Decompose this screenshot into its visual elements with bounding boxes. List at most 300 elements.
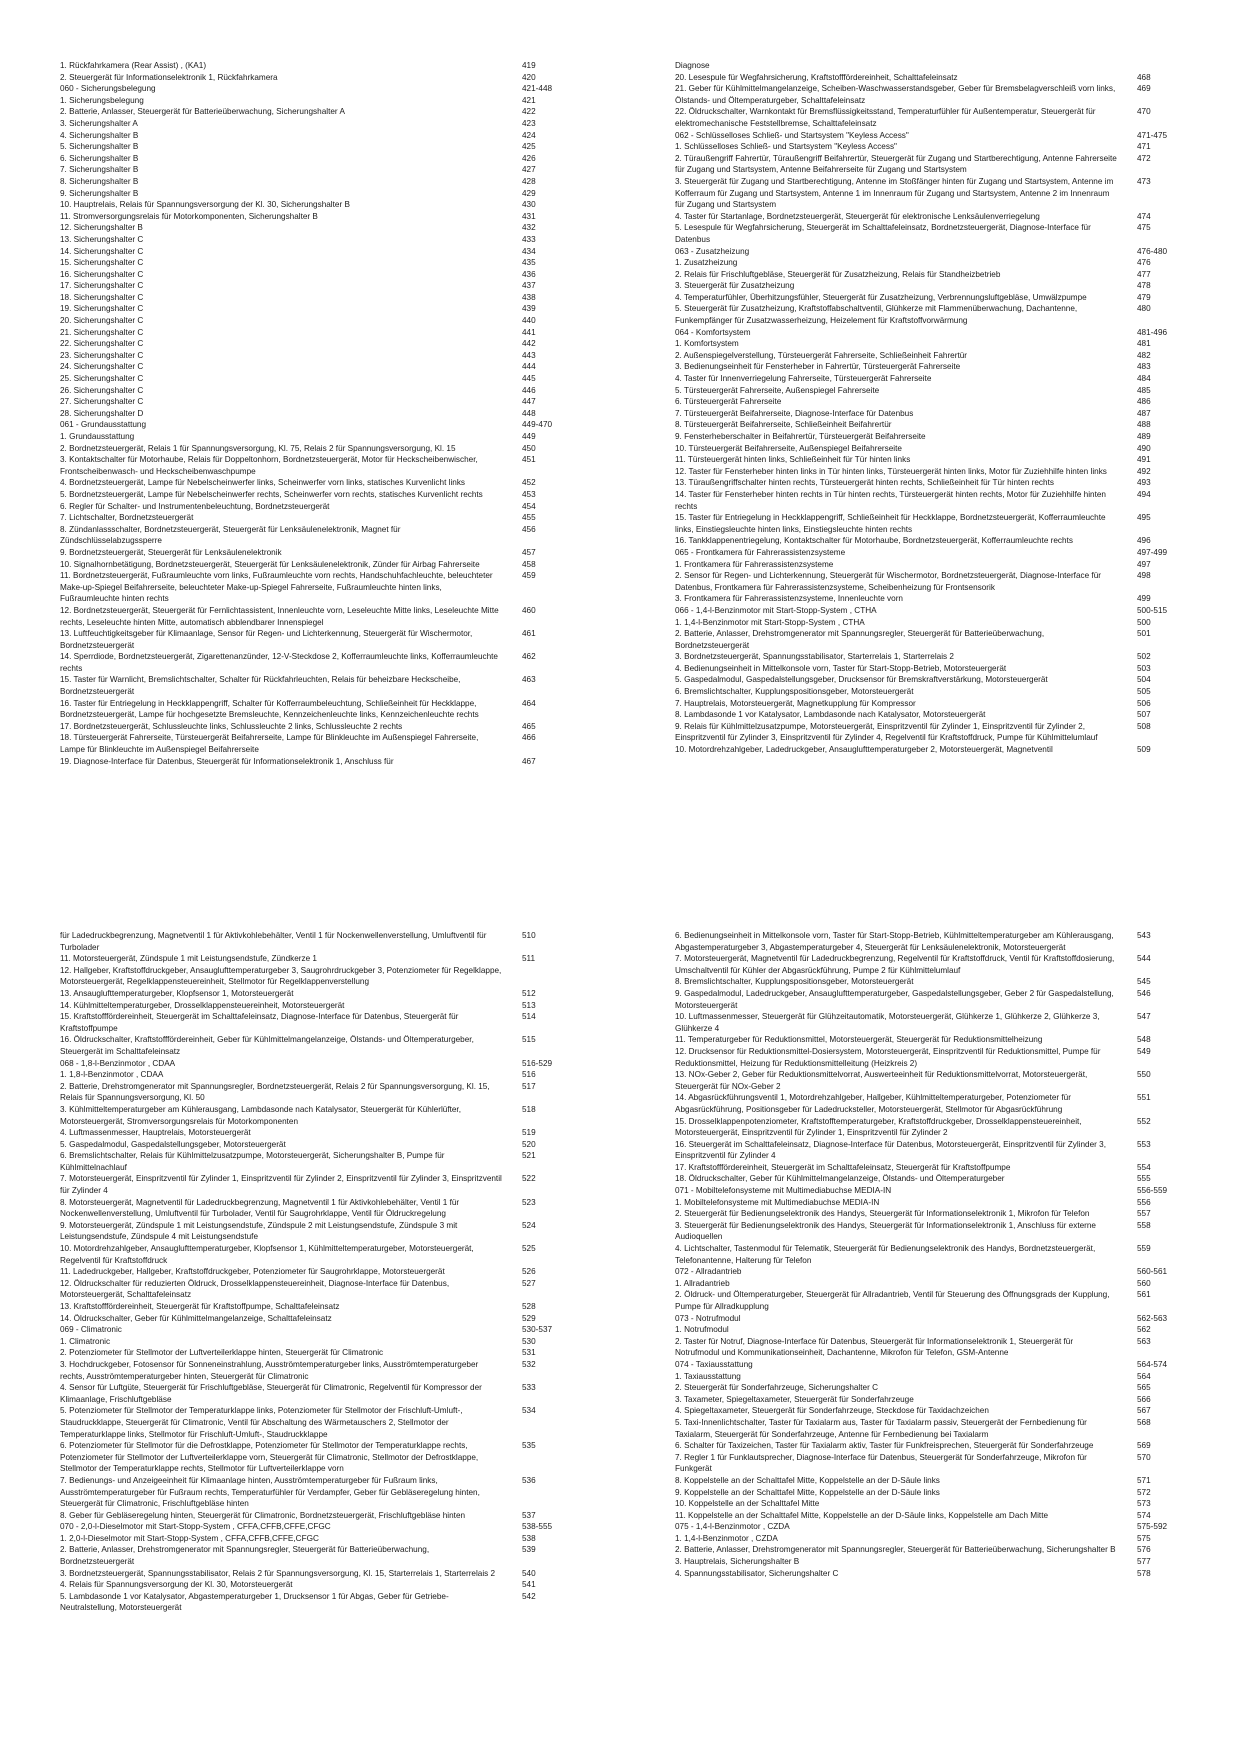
toc-entry-page: 460 — [522, 605, 536, 615]
toc-entry-title: 1. Climatronic — [60, 1336, 111, 1346]
toc-entry-title: 3. Bordnetzsteuergerät, Spannungsstabilisator, Starterrelais 1, Starterrelais 2 — [675, 652, 954, 662]
toc-entry — [60, 280, 572, 292]
toc-entry-title: 22. Sicherungshalter C — [60, 339, 144, 349]
toc-entry — [60, 1000, 572, 1012]
toc-entry-title: 2. Sensor für Regen- und Lichterkennung, Steuergerät für Wischermotor, Bordnetzsteuergerät, Diagnose-Interface für Datenbus, Frontkamera für Fahrerassistenzsysteme, Scheibenheizung für Frontsensorik — [675, 571, 1101, 592]
toc-entry-page: 530 — [522, 1336, 536, 1346]
toc-entry — [60, 443, 572, 455]
toc-entry — [675, 570, 1187, 593]
toc-entry-page: 439 — [522, 304, 536, 314]
toc-entry-page: 560-561 — [1137, 1267, 1168, 1277]
toc-entry-title: 7. Türsteuergerät Beifahrerseite, Diagnose-Interface für Datenbus — [675, 408, 914, 418]
toc-entry — [675, 72, 1187, 84]
toc-entry-page: 428 — [522, 176, 536, 186]
toc-entry — [675, 1243, 1187, 1266]
toc-entry-page: 465 — [522, 721, 536, 731]
toc-entry-page: 571 — [1137, 1475, 1151, 1485]
toc-entry — [60, 501, 572, 513]
toc-entry-title: 9. Motorsteuergerät, Zündspule 1 mit Leistungsendstufe, Zündspule 2 mit Leistungsendstufe, Zündspule 3 mit Leistungsendstufe, Zündspule 4 mit Leistungsendstufe — [60, 1220, 458, 1242]
toc-entry-page: 445 — [522, 374, 536, 384]
toc-entry-title: 5. Gaspedalmodul, Gaspedalstellungsgeber, Drucksensor für Bremskraftverstärkung, Motorsteuergerät — [675, 675, 1048, 685]
toc-entry-page: 444 — [522, 362, 536, 372]
toc-entry-page: 568 — [1137, 1417, 1151, 1427]
toc-entry-title: 5. Taxi-Innenlichtschalter, Taster für Taxialarm aus, Taster für Taxialarm passiv, Steuergerät der Fernbedienung für Taxialarm, Steuergerät für Sonderfahrzeuge, Antenne für Fernbedienung bei Taxialarm — [675, 1417, 1087, 1439]
toc-entry-page: 485 — [1137, 385, 1151, 395]
toc-entry — [60, 628, 572, 651]
toc-entry-page: 468 — [1137, 72, 1151, 82]
toc-entry-title: 13. Kraftstofffördereinheit, Steuergerät für Kraftstoffpumpe, Schalttafeleinsatz — [60, 1302, 340, 1311]
toc-entry-title: 20. Lesespule für Wegfahrsicherung, Kraftstofffördereinheit, Schalttafeleinsatz — [675, 72, 958, 82]
toc-entry — [60, 95, 572, 107]
toc-entry — [60, 1359, 572, 1382]
toc-entry — [675, 593, 1187, 605]
toc-entry — [675, 1359, 1187, 1371]
toc-entry — [675, 1092, 1187, 1115]
toc-entry — [675, 1324, 1187, 1336]
toc-entry — [675, 222, 1187, 245]
toc-entry-page: 469 — [1137, 84, 1151, 94]
toc-entry — [675, 1544, 1187, 1556]
toc-entry-page: 519 — [522, 1128, 536, 1138]
toc-entry — [60, 72, 572, 84]
toc-entry — [60, 60, 572, 72]
toc-entry-title: 5. Potenziometer für Stellmotor der Temperaturklappe links, Potenziometer für Stellmotor der Frischluft-Umluft-, Staudruckklappe, Steuergerät für Climatronic, Ventil für Abschaltung des Wärmetauschers 2, Stellmotor der Temperaturklappe links, Stellmotor für Frischluft-Umluft-, Staudruckklappe — [60, 1406, 463, 1439]
toc-entry-title: 3. Kühlmitteltemperaturgeber am Kühlerausgang, Lambdasonde nach Katalysator, Steuergerät für Kühlerlüfter, Motorsteuergerät, Stromversorgungsrelais für Motorkomponenten — [60, 1104, 461, 1126]
toc-entry-page: 481-496 — [1137, 327, 1168, 337]
toc-entry-title: 7. Hauptrelais, Motorsteuergerät, Magnetkupplung für Kompressor — [675, 698, 916, 708]
toc-entry-title: 11. Koppelstelle an der Schalttafel Mitte, Koppelstelle an der D-Säule links, Koppelstelle am Dach Mitte — [675, 1510, 1049, 1520]
toc-entry — [60, 930, 572, 953]
toc-entry-page: 448 — [522, 408, 536, 418]
toc-entry-page: 432 — [522, 223, 536, 233]
toc-entry-title: 4. Sicherungshalter B — [60, 130, 139, 140]
toc-entry-page: 470 — [1137, 107, 1151, 117]
toc-entry-page: 454 — [522, 501, 536, 511]
toc-entry-page: 511 — [522, 954, 536, 964]
toc-entry — [675, 559, 1187, 571]
toc-entry-page: 538 — [522, 1533, 536, 1543]
toc-entry-title: 7. Motorsteuergerät, Magnetventil für Ladedruckbegrenzung, Regelventil für Kraftstoffdruck, Ventil für Kraftstoffdosierung, Umschaltventil für Kühler der Abgasrückführung, Pumpe 2 für Kühlmittelumlauf — [675, 954, 1115, 975]
toc-entry — [675, 141, 1187, 153]
toc-entry — [675, 1440, 1187, 1452]
toc-entry — [60, 721, 572, 733]
toc-entry — [60, 1405, 572, 1440]
toc-entry-page: 551 — [1137, 1093, 1151, 1103]
toc-entry-page: 500-515 — [1137, 605, 1168, 615]
toc-entry — [60, 234, 572, 246]
toc-entry — [675, 976, 1187, 988]
toc-entry-title: 19. Sicherungshalter C — [60, 304, 144, 314]
toc-entry — [60, 477, 572, 489]
toc-entry-title: 13. Türaußengriffschalter hinten rechts, Türsteuergerät hinten rechts, Schließeinheit für Tür hinten rechts — [675, 478, 1054, 488]
toc-entry-title: 16. Taster für Entriegelung in Heckklappengriff, Schalter für Kofferraumbeleuchtung, Schließeinheit für Heckklappe, Bordnetzsteuergerät, Lampe für hochgesetzte Bremsleuchte, Kennzeichenleuchte links, Kennzeichenleuchte rechts — [60, 698, 479, 720]
toc-entry — [60, 419, 572, 431]
toc-entry-title: 15. Taster für Entriegelung in Heckklappengriff, Schließeinheit für Heckklappe, Bordnetzsteuergerät, Kofferraumleuchte links, Einstiegsleuchte hinten links, Einstiegsleuchte hinten rechts — [675, 513, 1106, 534]
toc-entry — [675, 1533, 1187, 1545]
toc-entry-title: 070 - 2,0-l-Dieselmotor mit Start-Stopp-System , CFFA,CFFB,CFFE,CFGC — [60, 1522, 331, 1532]
toc-entry — [60, 1011, 572, 1034]
toc-entry-title: 062 - Schlüsselloses Schließ- und Startsystem "Keyless Access" — [675, 130, 909, 140]
toc-entry-page: 484 — [1137, 374, 1151, 384]
toc-entry — [675, 327, 1187, 339]
toc-entry — [60, 559, 572, 571]
toc-entry-page: 471 — [1137, 142, 1151, 152]
toc-entry-page: 556 — [1137, 1197, 1151, 1207]
toc-entry-title: 061 - Grundausstattung — [60, 420, 147, 430]
toc-entry-page: 441 — [522, 327, 536, 337]
toc-entry-page: 521 — [522, 1151, 536, 1161]
toc-entry-title: 2. Taster für Notruf, Diagnose-Interface für Datenbus, Steuergerät für Informationselektronik 1, Steuergerät für Notrufmodul und Kommunikationseinheit, Dachantenne, Mikrofon für Telefon, GSM-Antenne — [675, 1336, 1074, 1358]
toc-entry-title: 5. Lambdasonde 1 vor Katalysator, Abgastemperaturgeber 1, Drucksensor 1 für Abgas, Geber für Getriebe-Neutralstellung, Motorsteuergerät — [60, 1591, 449, 1613]
toc-entry-title: 5. Gaspedalmodul, Gaspedalstellungsgeber, Motorsteuergerät — [60, 1139, 286, 1149]
toc-entry-title: 066 - 1,4-l-Benzinmotor mit Start-Stopp-System , CTHA — [675, 605, 877, 615]
toc-entry-title: 7. Motorsteuergerät, Einspritzventil für Zylinder 1, Einspritzventil für Zylinder 2, Einspritzventil für Zylinder 3, Einspritzventil für Zylinder 4 — [60, 1174, 502, 1196]
toc-entry-title: 15. Sicherungshalter C — [60, 258, 144, 268]
toc-entry-title: 4. Spannungsstabilisator, Sicherungshalter C — [675, 1568, 839, 1578]
toc-column-bottom-right — [675, 930, 1187, 1714]
toc-entry — [675, 106, 1187, 129]
toc-entry-page: 443 — [522, 350, 536, 360]
toc-entry-title: 5. Steuergerät für Zusatzheizung, Kraftstoffabschaltventil, Glühkerze mit Flammenüberwachung, Dachantenne, Funkempfänger für Zusatzwasserheizung, Heizelement für Kraftstoffvorwärmung — [675, 304, 1078, 326]
toc-entry-page: 436 — [522, 269, 536, 279]
toc-entry — [60, 118, 572, 130]
toc-entry — [60, 106, 572, 118]
toc-entry — [60, 188, 572, 200]
toc-entry — [60, 988, 572, 1000]
toc-entry-title: 6. Bremslichtschalter, Kupplungspositionsgeber, Motorsteuergerät — [675, 687, 914, 697]
toc-entry — [675, 1011, 1187, 1034]
toc-entry-page: 556-559 — [1137, 1186, 1168, 1196]
toc-entry-title: 15. Drosselklappenpotenziometer, Kraftstofftemperaturgeber, Kraftstoffdruckgeber, Drosselklappensteuereinheit, Motorsteuergerät, Einspritzventil für Zylinder 1, Einspritzventil für Zylinder 2 — [675, 1116, 1082, 1138]
toc-entry-title: 064 - Komfortsystem — [675, 327, 751, 337]
toc-entry-page: 535 — [522, 1441, 536, 1451]
toc-entry-title: 2. Batterie, Anlasser, Drehstromgenerator mit Spannungsregler, Steuergerät für Batterieüberwachung, Bordnetzsteuergerät — [675, 629, 1045, 650]
toc-entry — [675, 396, 1187, 408]
toc-entry — [60, 953, 572, 965]
toc-entry-title: 5. Bordnetzsteuergerät, Lampe für Nebelscheinwerfer rechts, Scheinwerfer vorn rechts, statisches Kurvenlicht rechts — [60, 489, 483, 499]
toc-entry-page: 491 — [1137, 455, 1151, 465]
toc-entry-page: 566 — [1137, 1394, 1151, 1404]
toc-entry-page: 574 — [1137, 1510, 1151, 1520]
toc-entry-title: 8. Türsteuergerät Beifahrerseite, Schließeinheit Beifahrertür — [675, 420, 892, 430]
toc-entry-title: 11. Motorsteuergerät, Zündspule 1 mit Leistungsendstufe, Zündkerze 1 — [60, 954, 317, 964]
toc-entry — [60, 130, 572, 142]
toc-entry-title: 11. Türsteuergerät hinten links, Schließeinheit für Tür hinten links — [675, 455, 911, 465]
toc-entry — [60, 292, 572, 304]
toc-entry-title: 073 - Notrufmodul — [675, 1313, 741, 1323]
toc-entry — [60, 547, 572, 559]
toc-entry-page: 557 — [1137, 1209, 1151, 1219]
toc-entry-title: 075 - 1,4-l-Benzinmotor , CZDA — [675, 1522, 790, 1532]
toc-entry — [60, 1347, 572, 1359]
toc-entry-page: 421 — [522, 95, 536, 105]
toc-entry — [60, 605, 572, 628]
toc-entry-page: 473 — [1137, 176, 1151, 186]
toc-entry — [675, 605, 1187, 617]
toc-entry-page: 575-592 — [1137, 1522, 1168, 1532]
toc-entry — [675, 1417, 1187, 1440]
toc-entry-title: 8. Koppelstelle an der Schalttafel Mitte, Koppelstelle an der D-Säule links — [675, 1475, 940, 1485]
toc-entry — [675, 617, 1187, 629]
toc-entry-page: 549 — [1137, 1046, 1151, 1056]
toc-entry — [60, 408, 572, 420]
toc-entry — [675, 1394, 1187, 1406]
toc-entry-title: 2. Steuergerät für Informationselektronik 1, Rückfahrkamera — [60, 72, 278, 82]
toc-entry-page: 564 — [1137, 1371, 1151, 1381]
toc-entry-title: für Ladedruckbegrenzung, Magnetventil 1 für Aktivkohlebehälter, Ventil 1 für Nockenwellenverstellung, Umluftventil für Turbolader — [60, 931, 487, 952]
toc-entry-page: 513 — [522, 1000, 536, 1010]
toc-entry-title: 9. Gaspedalmodul, Ladedruckgeber, Ansauglufttemperaturgeber, Gaspedalstellungsgeber, Geber 2 für Gaspedalstellung, Motorsteuergerät — [675, 988, 1114, 1010]
toc-entry-page: 510 — [522, 931, 536, 940]
toc-entry-page: 506 — [1137, 698, 1151, 708]
toc-entry-title: 2. Steuergerät für Bedienungselektronik des Handys, Steuergerät für Informationselektronik 1, Mikrofon für Telefon — [675, 1209, 1090, 1219]
toc-entry — [675, 1046, 1187, 1069]
toc-entry-page: 577 — [1137, 1557, 1151, 1567]
toc-entry-page: 572 — [1137, 1487, 1151, 1497]
toc-entry-title: 8. Motorsteuergerät, Magnetventil für Ladedruckbegrenzung, Magnetventil 1 für Aktivkohlebehälter, Ventil 1 für Nockenwellenverstellung, Umluftventil für Turbolader, Ventil für Saugrohrklappe, Ventil für Öldruckregelung — [60, 1197, 460, 1219]
toc-entry-title: 10. Koppelstelle an der Schalttafel Mitte — [675, 1499, 820, 1509]
toc-entry — [60, 83, 572, 95]
toc-entry-title: 4. Taster für Innenverriegelung Fahrerseite, Türsteuergerät Fahrerseite — [675, 374, 932, 384]
toc-entry-title: 16. Öldruckschalter, Kraftstofffördereinheit, Geber für Kühlmittelmangelanzeige, Ölstands- und Öltemperaturgeber, Steuergerät im Schalttafeleinsatz — [60, 1035, 474, 1056]
toc-entry-page: 426 — [522, 153, 536, 163]
toc-entry — [675, 361, 1187, 373]
toc-entry-title: 071 - Mobiltelefonsysteme mit Multimediabuchse MEDIA-IN — [675, 1186, 892, 1196]
toc-entry-page: 536 — [522, 1475, 536, 1485]
toc-entry-page: 452 — [522, 478, 536, 488]
toc-entry — [675, 477, 1187, 489]
toc-entry-title: 3. Kontaktschalter für Motorhaube, Relais für Doppeltonhorn, Bordnetzsteuergerät, Motor für Heckscheibenwischer, Frontscheibenwasch- und Heckscheibenwaschpumpe — [60, 455, 478, 476]
toc-entry-title: 13. Luftfeuchtigkeitsgeber für Klimaanlage, Sensor für Regen- und Lichterkennung, Steuergerät für Wischermotor, Bordnetzsteuergerät — [60, 629, 473, 650]
toc-entry-title: 14. Abgasrückführungsventil 1, Motordrehzahlgeber, Hallgeber, Kühlmitteltemperaturgeber, Potenziometer für Abgasrückführung, Positionsgeber für Ladedrucksteller, Motorsteuergerät, Stellmotor für Abgasrückführung — [675, 1093, 1071, 1114]
toc-entry — [60, 1220, 572, 1243]
toc-entry-title: 1. Zusatzheizung — [675, 258, 738, 268]
toc-entry — [675, 443, 1187, 455]
toc-entry-page: 509 — [1137, 745, 1151, 755]
toc-entry-title: 6. Bremslichtschalter, Relais für Kühlmittelzusatzpumpe, Motorsteuergerät, Sicherungshalter B, Pumpe für Kühlmittelnachlauf — [60, 1151, 445, 1172]
toc-entry — [675, 246, 1187, 258]
toc-entry-title: 7. Lichtschalter, Bordnetzsteuergerät — [60, 513, 194, 523]
toc-entry-page: 563 — [1137, 1336, 1151, 1346]
toc-entry-page: 498 — [1137, 571, 1151, 581]
toc-entry — [60, 674, 572, 697]
toc-entry — [60, 222, 572, 234]
toc-entry-title: 9. Sicherungshalter B — [60, 188, 139, 198]
toc-entry — [675, 269, 1187, 281]
toc-entry-page: 456 — [522, 524, 536, 534]
toc-entry-title: 5. Lesespule für Wegfahrsicherung, Steuergerät im Schalttafeleinsatz, Bordnetzsteuergerät, Diagnose-Interface für Datenbus — [675, 223, 1091, 244]
toc-entry-title: 4. Bedienungseinheit in Mittelkonsole vorn, Taster für Start-Stopp-Betrieb, Motorsteuergerät — [675, 663, 1007, 673]
toc-entry-page: 503 — [1137, 663, 1151, 673]
toc-entry-title: 12. Taster für Fensterheber hinten links in Tür hinten links, Türsteuergerät hinten links, Motor für Zuziehhilfe hinten links — [675, 466, 1107, 476]
toc-entry-title: 2. Öldruck- und Öltemperaturgeber, Steuergerät für Allradantrieb, Ventil für Steuerung des Öffnungsgrads der Kupplung, Pumpe für Allradkupplung — [675, 1290, 1110, 1311]
toc-entry-title: 10. Motordrehzahlgeber, Ladedruckgeber, Ansauglufttemperaturgeber 2, Motorsteuergerät, Magnetventil — [675, 745, 1053, 755]
toc-entry — [675, 303, 1187, 326]
toc-entry — [60, 1058, 572, 1070]
toc-entry-title: 1. 1,4-l-Benzinmotor mit Start-Stopp-System , CTHA — [675, 617, 865, 627]
toc-entry-page: 542 — [522, 1591, 536, 1601]
toc-entry-title: 8. Bremslichtschalter, Kupplungspositionsgeber, Motorsteuergerät — [675, 977, 914, 987]
toc-entry — [60, 153, 572, 165]
toc-entry-title: 1. Mobiltelefonsysteme mit Multimediabuchse MEDIA-IN — [675, 1197, 880, 1207]
toc-entry — [60, 246, 572, 258]
toc-entry-page: 421-448 — [522, 84, 553, 94]
toc-entry-title: 23. Sicherungshalter C — [60, 350, 144, 360]
toc-entry-title: 8. Sicherungshalter B — [60, 176, 139, 186]
toc-entry-page: 482 — [1137, 350, 1151, 360]
toc-entry — [675, 651, 1187, 663]
toc-entry-title: 17. Kraftstofffördereinheit, Steuergerät im Schalttafeleinsatz, Steuergerät für Kraftstoffpumpe — [675, 1162, 1011, 1172]
toc-entry-page: 515 — [522, 1035, 536, 1045]
toc-entry-page: 429 — [522, 188, 536, 198]
toc-entry — [60, 524, 572, 547]
toc-entry — [675, 1510, 1187, 1522]
toc-entry-page: 430 — [522, 200, 536, 210]
toc-entry — [60, 512, 572, 524]
toc-entry-title: 2. Bordnetzsteuergerät, Relais 1 für Spannungsversorgung, Kl. 75, Relais 2 für Spannungsversorgung, Kl. 15 — [60, 443, 456, 453]
toc-entry-page: 420 — [522, 72, 536, 82]
toc-entry-page: 520 — [522, 1139, 536, 1149]
toc-entry-page: 514 — [522, 1012, 536, 1022]
toc-entry-title: 14. Taster für Fensterheber hinten rechts in Tür hinten rechts, Türsteuergerät hinten rechts, Motor für Zuziehhilfe hinten rechts — [675, 489, 1106, 511]
toc-entry — [60, 396, 572, 408]
toc-entry — [60, 1173, 572, 1196]
toc-entry-page: 548 — [1137, 1035, 1151, 1045]
toc-entry — [675, 721, 1187, 744]
toc-entry — [675, 60, 1187, 72]
toc-entry-title: 3. Sicherungshalter A — [60, 118, 138, 128]
toc-entry — [675, 1521, 1187, 1533]
toc-entry — [675, 1336, 1187, 1359]
toc-entry — [60, 1150, 572, 1173]
toc-entry-page: 446 — [522, 385, 536, 395]
toc-entry-title: 074 - Taxiausstattung — [675, 1359, 753, 1369]
toc-entry-page: 544 — [1137, 954, 1151, 964]
toc-entry — [675, 686, 1187, 698]
toc-entry-title: 1. Grundausstattung — [60, 432, 135, 441]
toc-entry — [60, 1475, 572, 1510]
toc-entry-page: 502 — [1137, 652, 1151, 662]
toc-entry-page: 462 — [522, 652, 536, 662]
toc-entry-page: 492 — [1137, 466, 1151, 476]
toc-entry-page: 541 — [522, 1580, 536, 1590]
toc-entry-title: 11. Ladedruckgeber, Hallgeber, Kraftstoffdruckgeber, Potenziometer für Saugrohrklappe, Motorsteuergerät — [60, 1267, 445, 1277]
toc-entry-title: 14. Öldruckschalter, Geber für Kühlmittelmangelanzeige, Schalttafeleinsatz — [60, 1313, 332, 1323]
toc-entry — [675, 1452, 1187, 1475]
toc-entry-page: 471-475 — [1137, 130, 1168, 140]
toc-entry — [60, 1127, 572, 1139]
toc-entry-page: 543 — [1137, 931, 1151, 940]
toc-entry-title: 9. Fensterheberschalter in Beifahrertür, Türsteuergerät Beifahrerseite — [675, 432, 926, 441]
toc-entry-page: 567 — [1137, 1406, 1151, 1416]
toc-entry-title: 3. Steuergerät für Zusatzheizung — [675, 281, 795, 291]
toc-entry-title: 14. Kühlmitteltemperaturgeber, Drosselklappensteuereinheit, Motorsteuergerät — [60, 1000, 345, 1010]
toc-entry — [675, 176, 1187, 211]
toc-entry-page: 475 — [1137, 223, 1151, 233]
toc-entry-page: 524 — [522, 1220, 536, 1230]
toc-entry-page: 516-529 — [522, 1058, 553, 1068]
toc-entry — [60, 431, 572, 443]
toc-entry-page: 570 — [1137, 1452, 1151, 1462]
toc-entry — [60, 361, 572, 373]
toc-entry-title: 4. Spiegeltaxameter, Steuergerät für Sonderfahrzeuge, Steckdose für Taxidachzeichen — [675, 1406, 989, 1416]
toc-entry-page: 539 — [522, 1545, 536, 1555]
toc-entry-title: 1. Komfortsystem — [675, 339, 739, 349]
toc-entry-page: 495 — [1137, 513, 1151, 523]
toc-entry-page: 533 — [522, 1383, 536, 1393]
toc-entry-title: 2. Außenspiegelverstellung, Türsteuergerät Fahrerseite, Schließeinheit Fahrertür — [675, 350, 968, 360]
toc-entry — [60, 570, 572, 605]
toc-entry-page: 434 — [522, 246, 536, 256]
toc-entry — [60, 1243, 572, 1266]
toc-entry-title: 10. Luftmassenmesser, Steuergerät für Glühzeitautomatik, Motorsteuergerät, Glühkerze 1, Glühkerze 2, Glühkerze 3, Glühkerze 4 — [675, 1012, 1100, 1033]
toc-entry-title: 11. Bordnetzsteuergerät, Fußraumleuchte vorn links, Fußraumleuchte vorn rechts, Handschuhfachleuchte, beleuchteter Make-up-Spiegel Beifahrerseite, beleuchteter Make-up-Spiegel Fahrerseite, Fußraumleuchte hinten links, Fußraumleuchte hinten rechts — [60, 571, 493, 604]
toc-entry — [675, 1405, 1187, 1417]
toc-entry — [60, 965, 572, 988]
toc-entry-title: 069 - Climatronic — [60, 1325, 122, 1335]
toc-entry-page: 461 — [522, 629, 536, 639]
toc-entry-title: 18. Sicherungshalter C — [60, 292, 144, 302]
toc-entry-page: 505 — [1137, 687, 1151, 697]
toc-entry — [60, 1081, 572, 1104]
toc-entry-page: 487 — [1137, 408, 1151, 418]
toc-entry — [675, 1498, 1187, 1510]
toc-entry — [675, 1382, 1187, 1394]
toc-entry — [60, 1568, 572, 1580]
toc-entry — [60, 373, 572, 385]
toc-entry — [60, 1591, 572, 1614]
toc-entry-title: 9. Relais für Kühlmittelzusatzpumpe, Motorsteuergerät, Einspritzventil für Zylinder 1, Einspritzventil für Zylinder 2, Einspritzventil für Zylinder 3, Einspritzventil für Zylinder 4, Regelventil für Kraftstoffdruck, Pumpe für Kühlmittelumlauf — [675, 721, 1098, 743]
toc-entry — [60, 1510, 572, 1522]
toc-entry — [675, 744, 1187, 756]
toc-entry-title: 16. Tankklappenentriegelung, Kontaktschalter für Motorhaube, Bordnetzsteuergerät, Kofferraumleuchte rechts — [675, 536, 1073, 546]
toc-entry — [60, 651, 572, 674]
toc-entry-title: 17. Sicherungshalter C — [60, 281, 144, 291]
toc-entry-page: 424 — [522, 130, 536, 140]
toc-entry — [60, 1313, 572, 1325]
toc-entry — [675, 1162, 1187, 1174]
toc-entry-page: 437 — [522, 281, 536, 291]
toc-entry-page: 497-499 — [1137, 547, 1168, 557]
toc-entry-title: 15. Taster für Warnlicht, Bremslichtschalter, Schalter für Rückfahrleuchten, Relais für beheizbare Heckscheibe, Bordnetzsteuergerät — [60, 675, 461, 697]
toc-entry-title: 3. Frontkamera für Fahrerassistenzsysteme, Innenleuchte vorn — [675, 594, 903, 604]
toc-entry-title: 12. Sicherungshalter B — [60, 223, 143, 233]
toc-entry — [675, 454, 1187, 466]
toc-entry-title: 1. Notrufmodul — [675, 1325, 729, 1335]
toc-entry — [60, 1336, 572, 1348]
toc-entry — [675, 257, 1187, 269]
toc-entry-page: 554 — [1137, 1162, 1151, 1172]
toc-entry-page: 489 — [1137, 432, 1151, 441]
toc-entry — [60, 176, 572, 188]
toc-entry-title: 18. Öldruckschalter, Geber für Kühlmittelmangelanzeige, Ölstands- und Öltemperaturgeber — [675, 1174, 1005, 1184]
toc-entry-page: 447 — [522, 397, 536, 407]
toc-entry-title: 2. Türaußengriff Fahrertür, Türaußengriff Beifahrertür, Steuergerät für Zugang und Startberechtigung, Antenne Fahrerseite für Zugang und Startsystem, Antenne Beifahrerseite für Zugang und Startsystem — [675, 153, 1117, 175]
toc-entry-title: 1. Sicherungsbelegung — [60, 95, 144, 105]
toc-entry-page: 561 — [1137, 1290, 1151, 1300]
toc-entry-page: 527 — [522, 1278, 536, 1288]
toc-entry — [675, 1568, 1187, 1580]
toc-entry-title: 21. Sicherungshalter C — [60, 327, 144, 337]
toc-entry — [675, 385, 1187, 397]
toc-entry — [60, 698, 572, 721]
toc-entry-title: 13. NOx-Geber 2, Geber für Reduktionsmittelvorrat, Auswerteeinheit für Reduktionsmittelvorrat, Motorsteuergerät, Steuergerät für NOx-Geber 2 — [675, 1070, 1088, 1091]
toc-entry — [675, 338, 1187, 350]
toc-entry-title: 10. Signalhornbetätigung, Bordnetzsteuergerät, Steuergerät für Lenksäulenelektronik, Zünder für Airbag Fahrerseite — [60, 559, 480, 569]
toc-entry-title: 11. Temperaturgeber für Reduktionsmittel, Motorsteuergerät, Steuergerät für Reduktionsmittelheizung — [675, 1035, 1043, 1045]
toc-entry — [675, 1371, 1187, 1383]
toc-entry — [60, 315, 572, 327]
